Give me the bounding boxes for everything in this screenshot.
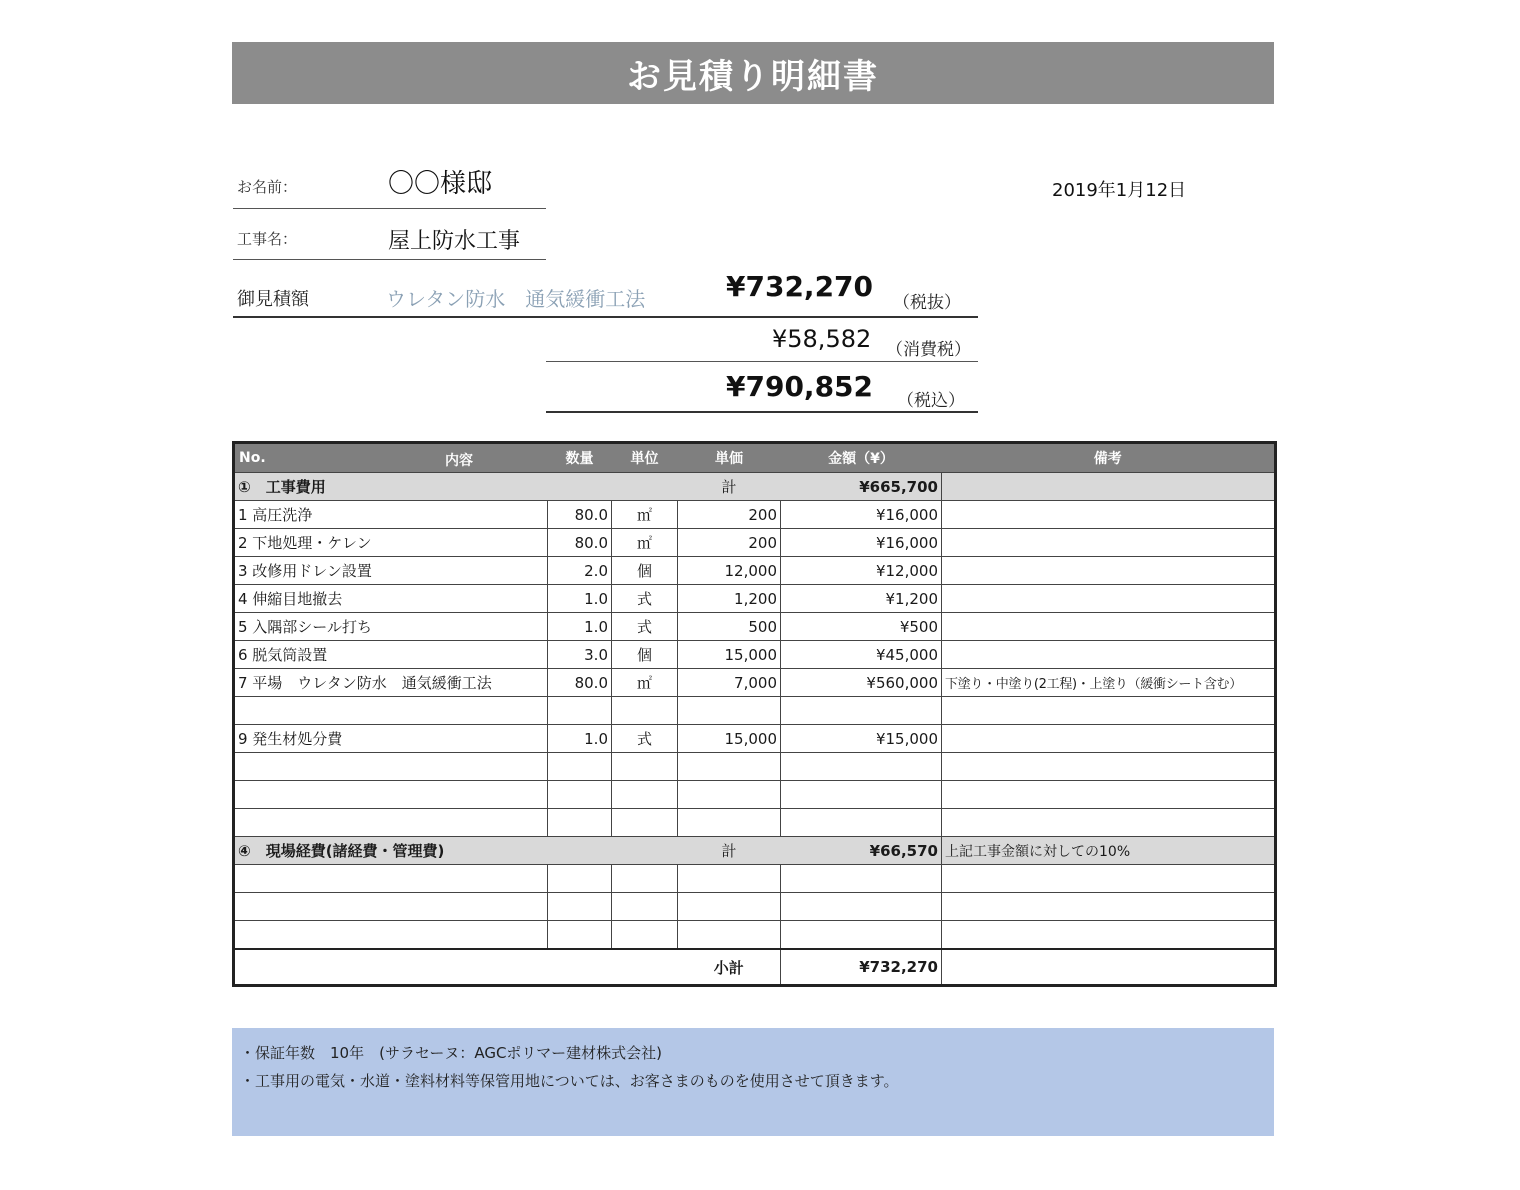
item-amount: ¥15,000 (781, 725, 942, 753)
table-row (234, 669, 1276, 697)
item-unit: ㎡ (612, 501, 678, 529)
item-name (234, 753, 548, 781)
item-note (942, 753, 1276, 781)
item-name: 5 入隅部シール打ち (234, 613, 548, 641)
table-row (234, 585, 1276, 613)
header-no: No. (239, 450, 266, 466)
table-row (234, 501, 1276, 529)
project-name: 屋上防水工事 (388, 229, 521, 254)
estimate-label: 御見積額 (237, 289, 309, 310)
item-note (942, 697, 1276, 725)
item-price: 200 (678, 501, 781, 529)
item-qty (548, 697, 612, 725)
table-row (234, 781, 1276, 809)
header-remarks: 備考 (942, 443, 1276, 473)
section-amount: ¥665,700 (781, 473, 942, 501)
tax-underline (546, 361, 978, 362)
item-unit (612, 697, 678, 725)
item-amount: ¥16,000 (781, 501, 942, 529)
header-content: 内容 (445, 453, 473, 469)
section-amount: ¥66,570 (781, 837, 942, 865)
document-title: お見積り明細書 (232, 42, 1274, 104)
item-price: 200 (678, 529, 781, 557)
item-qty (548, 781, 612, 809)
header-qty: 数量 (548, 443, 612, 473)
project-label: 工事名： (237, 230, 298, 248)
item-unit (612, 753, 678, 781)
item-amount (781, 697, 942, 725)
item-unit: ㎡ (612, 529, 678, 557)
subtotal-row (234, 949, 1276, 986)
section-kei: 計 (678, 473, 781, 501)
item-amount: ¥16,000 (781, 529, 942, 557)
item-name (234, 781, 548, 809)
item-unit: 式 (612, 613, 678, 641)
section-row (234, 837, 1276, 865)
subtotal-label: 小計 (678, 949, 781, 986)
item-price (678, 809, 781, 837)
name-label: お名前： (237, 178, 298, 196)
item-qty: 1.0 (548, 613, 612, 641)
section-note: 上記工事金額に対しての10% (942, 837, 1276, 865)
item-name: 7 平場 ウレタン防水 通気緩衝工法 (234, 669, 548, 697)
table-row (234, 753, 1276, 781)
section-row (234, 473, 1276, 501)
item-price: 15,000 (678, 641, 781, 669)
item-qty: 80.0 (548, 501, 612, 529)
item-note (942, 613, 1276, 641)
note-utilities: ・工事用の電気・水道・塗料材料等保管用地については、お客さまのものを使用させて頂きます。 (240, 1072, 899, 1090)
total-underline (546, 411, 978, 413)
estimate-underline (233, 316, 978, 318)
item-qty: 1.0 (548, 725, 612, 753)
item-note (942, 809, 1276, 837)
note-warranty: ・保証年数 10年 (サラセーヌ：AGCポリマー建材株式会社) (240, 1044, 662, 1062)
item-note (942, 781, 1276, 809)
header-unit: 単位 (612, 443, 678, 473)
item-unit: 式 (612, 725, 678, 753)
section-label: ④ 現場経費(諸経費・管理費) (234, 837, 548, 865)
item-note (942, 641, 1276, 669)
item-amount (781, 781, 942, 809)
item-note (942, 725, 1276, 753)
notes-box (232, 1028, 1274, 1136)
item-name (234, 809, 548, 837)
item-qty: 3.0 (548, 641, 612, 669)
item-name: 6 脱気筒設置 (234, 641, 548, 669)
amount-incl-tax-note: （税込） (897, 391, 965, 411)
amount-excl-tax-note: （税抜） (893, 293, 961, 313)
item-unit (612, 809, 678, 837)
item-qty: 80.0 (548, 529, 612, 557)
item-unit: 個 (612, 557, 678, 585)
item-price: 500 (678, 613, 781, 641)
item-name: 9 発生材処分費 (234, 725, 548, 753)
tax-note: （消費税） (886, 340, 971, 360)
item-name (234, 697, 548, 725)
item-note (942, 585, 1276, 613)
tax-amount: ¥58,582 (772, 325, 872, 353)
item-unit: ㎡ (612, 669, 678, 697)
item-unit: 個 (612, 641, 678, 669)
table-row (234, 613, 1276, 641)
name-underline (233, 208, 546, 209)
item-name: 3 改修用ドレン設置 (234, 557, 548, 585)
item-note (942, 529, 1276, 557)
item-note: 下塗り・中塗り(2工程)・上塗り（緩衝シート含む） (942, 669, 1276, 697)
item-unit (612, 781, 678, 809)
item-note (942, 557, 1276, 585)
item-amount: ¥560,000 (781, 669, 942, 697)
item-qty (548, 753, 612, 781)
item-price: 7,000 (678, 669, 781, 697)
item-price: 1,200 (678, 585, 781, 613)
item-amount: ¥12,000 (781, 557, 942, 585)
table-row (234, 725, 1276, 753)
item-qty: 1.0 (548, 585, 612, 613)
item-amount: ¥500 (781, 613, 942, 641)
table-row (234, 557, 1276, 585)
item-amount (781, 753, 942, 781)
item-price (678, 781, 781, 809)
item-price: 12,000 (678, 557, 781, 585)
construction-method: ウレタン防水 通気緩衝工法 (386, 287, 646, 311)
item-price (678, 753, 781, 781)
amount-excl-tax: ¥732,270 (726, 270, 874, 303)
table-row (234, 641, 1276, 669)
item-amount (781, 809, 942, 837)
section-label: ① 工事費用 (234, 473, 548, 501)
project-underline (233, 259, 546, 260)
item-qty: 2.0 (548, 557, 612, 585)
table-row (234, 529, 1276, 557)
subtotal-amount: ¥732,270 (781, 949, 942, 986)
table-row (234, 697, 1276, 725)
table-header-row (234, 443, 1276, 473)
table-row (234, 809, 1276, 837)
customer-name: 〇〇様邸 (388, 169, 493, 199)
item-name: 1 高圧洗浄 (234, 501, 548, 529)
section-note (942, 473, 1276, 501)
item-qty (548, 809, 612, 837)
table-row (234, 865, 1276, 893)
header-unit-price: 単価 (678, 443, 781, 473)
amount-incl-tax: ¥790,852 (726, 370, 874, 403)
item-price (678, 697, 781, 725)
header-amount: 金額（¥） (781, 443, 942, 473)
issue-date: 2019年1月12日 (1052, 180, 1187, 201)
estimate-table (232, 441, 1277, 987)
item-price: 15,000 (678, 725, 781, 753)
item-amount: ¥1,200 (781, 585, 942, 613)
section-kei: 計 (678, 837, 781, 865)
item-note (942, 501, 1276, 529)
item-unit: 式 (612, 585, 678, 613)
item-name: 4 伸縮目地撤去 (234, 585, 548, 613)
item-name: 2 下地処理・ケレン (234, 529, 548, 557)
item-amount: ¥45,000 (781, 641, 942, 669)
table-row (234, 893, 1276, 921)
table-row (234, 921, 1276, 950)
item-qty: 80.0 (548, 669, 612, 697)
